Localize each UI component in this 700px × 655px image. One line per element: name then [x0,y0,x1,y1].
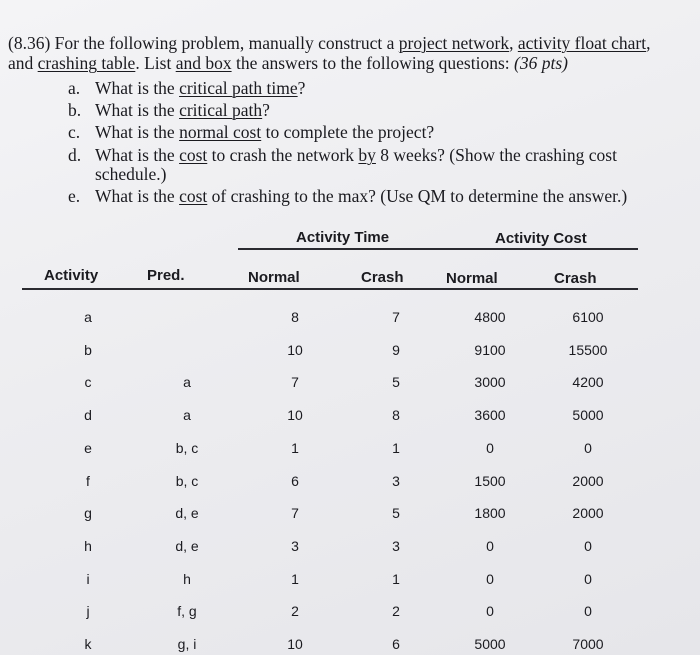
cell-crash-cost: 6100 [572,309,604,325]
cell-pred: b, c [175,473,199,489]
cell-pred: g, i [177,636,197,652]
problem-line-2: and crashing table. List and box the answers to the following questions: (36 pts) [8,53,568,73]
crashing-table-term: crashing table [37,53,136,73]
cell-crash-time: 3 [392,538,400,554]
cell-normal-cost: 0 [486,603,494,619]
cell-activity: d [84,407,92,423]
cell-pred: a [183,374,191,390]
cell-activity: h [84,538,92,554]
cell-normal-time: 1 [291,571,299,587]
col-header-normal-cost: Normal [446,270,498,287]
cell-pred: b, c [175,440,199,456]
column-header-rule [22,288,638,290]
cell-crash-cost: 2000 [572,505,604,521]
cell-activity: a [84,309,92,325]
activity-float-chart-term: activity float chart [517,33,647,53]
cell-normal-cost: 1500 [474,473,506,489]
cell-crash-time: 7 [392,309,400,325]
cell-crash-time: 6 [392,636,400,652]
cell-normal-time: 10 [287,342,303,358]
cell-activity: j [86,603,90,619]
points-label: (36 pts) [514,53,568,73]
cell-normal-cost: 9100 [474,342,506,358]
col-header-crash-cost: Crash [554,270,597,287]
group-header-rule [238,248,638,250]
cell-pred: f, g [177,603,197,619]
cell-crash-time: 8 [392,407,400,423]
cell-crash-cost: 4200 [572,374,604,390]
cell-normal-cost: 0 [486,571,494,587]
cell-crash-cost: 15500 [568,342,608,358]
cell-crash-cost: 0 [584,440,592,456]
cell-normal-time: 1 [291,440,299,456]
cell-pred: d, e [175,505,199,521]
problem-line-1: (8.36) For the following problem, manually construct a project network, activity float chart, [8,33,651,53]
cell-normal-time: 2 [291,603,299,619]
cell-crash-cost: 2000 [572,473,604,489]
cell-normal-cost: 1800 [474,505,506,521]
cell-crash-time: 9 [392,342,400,358]
cell-normal-cost: 0 [486,538,494,554]
cell-crash-time: 5 [392,374,400,390]
cell-pred: a [183,407,191,423]
cell-normal-cost: 3600 [474,407,506,423]
col-header-pred: Pred. [147,267,185,284]
cell-crash-time: 2 [392,603,400,619]
group-header-activity-cost: Activity Cost [495,230,587,247]
cell-activity: g [84,505,92,521]
group-header-activity-time: Activity Time [296,229,390,246]
problem-number: (8.36) [8,33,51,53]
cell-activity: k [84,636,92,652]
question-d-continued: schedule.) [95,164,167,184]
cell-crash-cost: 7000 [572,636,604,652]
project-network-term: project network [398,33,510,53]
col-header-normal-time: Normal [248,269,300,286]
cell-crash-time: 5 [392,505,400,521]
cell-crash-cost: 0 [584,538,592,554]
cell-normal-time: 10 [287,407,303,423]
cell-normal-time: 7 [291,374,299,390]
cell-normal-time: 6 [291,473,299,489]
cell-activity: e [84,440,92,456]
cell-activity: f [86,473,90,489]
cell-activity: i [86,571,90,587]
cell-activity: b [84,342,92,358]
col-header-crash-time: Crash [361,269,404,286]
cell-normal-time: 8 [291,309,299,325]
col-header-activity: Activity [44,267,99,284]
cell-pred: d, e [175,538,199,554]
cell-crash-time: 1 [392,440,400,456]
cell-normal-cost: 5000 [474,636,506,652]
cell-normal-time: 3 [291,538,299,554]
cell-normal-time: 10 [287,636,303,652]
cell-crash-time: 3 [392,473,400,489]
cell-activity: c [84,374,92,390]
cell-crash-cost: 0 [584,571,592,587]
cell-normal-cost: 4800 [474,309,506,325]
and-box-term: and box [175,53,232,73]
cell-crash-cost: 0 [584,603,592,619]
cell-crash-time: 1 [392,571,400,587]
cell-normal-cost: 0 [486,440,494,456]
cell-pred: h [183,571,191,587]
cell-normal-time: 7 [291,505,299,521]
cell-normal-cost: 3000 [474,374,506,390]
cell-crash-cost: 5000 [572,407,604,423]
